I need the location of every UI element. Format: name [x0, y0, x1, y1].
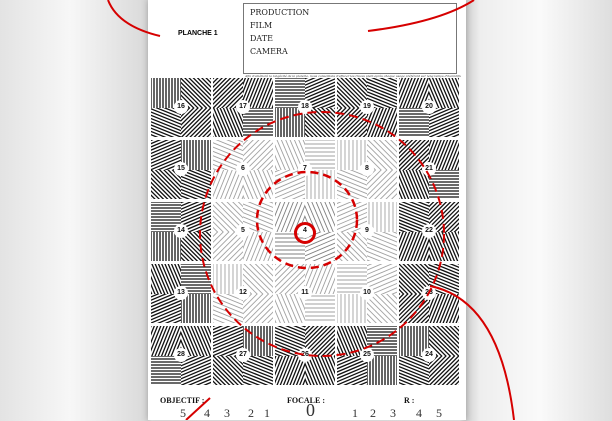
grid-cell-28 [151, 326, 211, 385]
grid-cell-20 [399, 78, 459, 137]
cell-number: 26 [298, 348, 312, 362]
grid-cell-26 [275, 326, 335, 385]
scale-mark: 1 [352, 406, 358, 421]
cell-number: 25 [360, 348, 374, 362]
grid-cell-23 [399, 264, 459, 323]
grid-cell-22 [399, 202, 459, 261]
grid-cell-10 [337, 264, 397, 323]
cell-number: 28 [174, 348, 188, 362]
grid-cell-7 [275, 140, 335, 199]
grid-cell-12 [213, 264, 273, 323]
scale-mark: 2 [370, 406, 376, 421]
r-label: R : [404, 396, 414, 405]
cell-number: 27 [236, 348, 250, 362]
cell-number: 14 [174, 224, 188, 238]
grid-cell-19 [337, 78, 397, 137]
scale-mark: 2 [248, 406, 254, 421]
grid-cell-16 [151, 78, 211, 137]
center-target-ring [294, 222, 316, 244]
cell-number: 16 [174, 100, 188, 114]
cell-number: 10 [360, 286, 374, 300]
date-label: DATE [250, 34, 273, 43]
cell-number: 22 [422, 224, 436, 238]
grid-cell-15 [151, 140, 211, 199]
production-label: PRODUCTION [250, 8, 309, 17]
cell-number: 7 [298, 162, 312, 176]
grid-cell-5 [213, 202, 273, 261]
grid-cell-11 [275, 264, 335, 323]
scale-mark: 1 [264, 406, 270, 421]
grid-cell-21 [399, 140, 459, 199]
grid-cell-9 [337, 202, 397, 261]
usage-note: Afin d'amélioré la longévité de la planche, nous conseillons d'effacer les traces plein après chaque usage préférant sur leng temps d'humidification [245, 74, 461, 78]
cell-number: 11 [298, 286, 312, 300]
scale-mark: 3 [224, 406, 230, 421]
cell-number: 9 [360, 224, 374, 238]
cell-number: 13 [174, 286, 188, 300]
cell-number: 12 [236, 286, 250, 300]
grid-cell-24 [399, 326, 459, 385]
camera-label: CAMERA [250, 47, 288, 56]
scale-mark: 4 [204, 406, 210, 421]
cell-number: 21 [422, 162, 436, 176]
cell-number: 23 [422, 286, 436, 300]
grid-cell-17 [213, 78, 273, 137]
cell-number: 8 [360, 162, 374, 176]
scale-mark: 0 [306, 400, 315, 421]
film-label: FILM [250, 21, 272, 30]
grid-cell-6 [213, 140, 273, 199]
cell-number: 6 [236, 162, 250, 176]
scale-mark: 5 [436, 406, 442, 421]
scale-mark: 5 [180, 406, 186, 421]
cell-number: 18 [298, 100, 312, 114]
cell-number: 19 [360, 100, 374, 114]
grid-cell-8 [337, 140, 397, 199]
planche-label: PLANCHE 1 [178, 30, 218, 37]
cell-number: 17 [236, 100, 250, 114]
grid-cell-13 [151, 264, 211, 323]
cell-number: 15 [174, 162, 188, 176]
cell-number: 20 [422, 100, 436, 114]
objectif-label: OBJECTIF : [160, 396, 204, 405]
cell-number: 5 [236, 224, 250, 238]
scale-mark: 4 [416, 406, 422, 421]
grid-cell-25 [337, 326, 397, 385]
production-info-box [243, 3, 457, 74]
focus-scale [160, 406, 460, 420]
focale-label: FOCALE : [287, 396, 325, 405]
grid-cell-27 [213, 326, 273, 385]
cell-number: 4 [298, 224, 312, 238]
scale-mark: 3 [390, 406, 396, 421]
cell-number: 24 [422, 348, 436, 362]
grid-cell-18 [275, 78, 335, 137]
grid-cell-14 [151, 202, 211, 261]
